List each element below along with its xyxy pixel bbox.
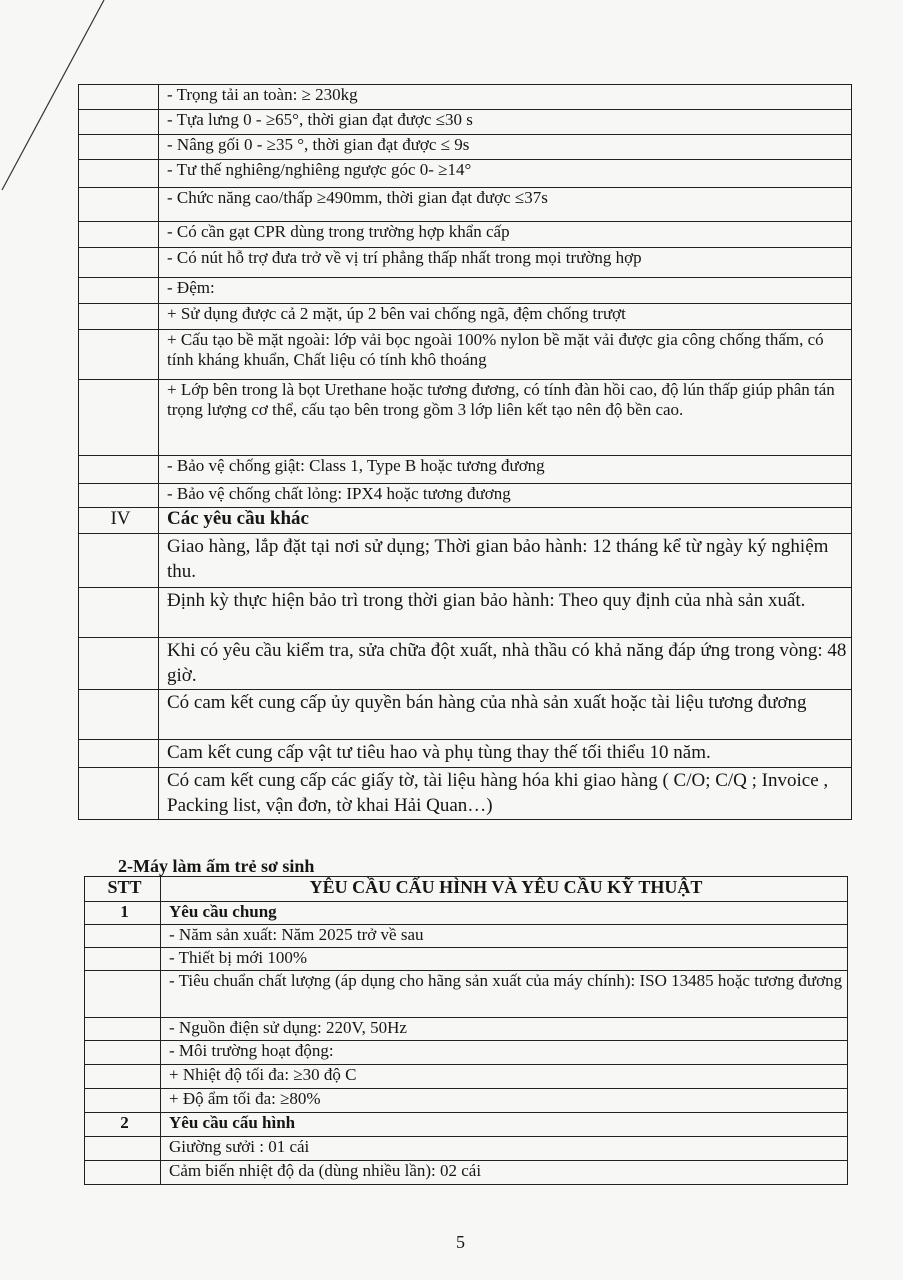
stt-cell (79, 456, 159, 484)
spec-cell: - Bảo vệ chống chất lỏng: IPX4 hoặc tương đương (159, 484, 852, 508)
stt-cell (79, 690, 159, 740)
spec-table-infant-warmer (84, 876, 848, 1185)
table-header-row (85, 877, 848, 902)
spec-cell: + Lớp bên trong là bọt Urethane hoặc tương đương, có tính đàn hồi cao, độ lún thấp giúp phân tán trọng lượng cơ thể, cấu tạo bên trong gồm 3 lớp liên kết tạo nên độ bền cao. (159, 380, 852, 456)
stt-cell (79, 222, 159, 248)
stt-cell (85, 1041, 161, 1065)
table-row (85, 1018, 848, 1041)
spec-cell: + Sử dụng được cả 2 mặt, úp 2 bên vai chống ngã, đệm chống trượt (159, 304, 852, 330)
table-row (85, 1065, 848, 1089)
stt-cell (79, 768, 159, 820)
stt-cell (79, 534, 159, 588)
spec-cell: - Bảo vệ chống giật: Class 1, Type B hoặc tương đương (159, 456, 852, 484)
table-row (79, 304, 852, 330)
stt-cell (85, 1065, 161, 1089)
spec-cell: - Nguồn điện sử dụng: 220V, 50Hz (161, 1018, 848, 1041)
group-1-number: 1 (85, 902, 161, 925)
table-row (85, 925, 848, 948)
section-iv-title: Các yêu cầu khác (159, 508, 852, 534)
table-row (85, 1137, 848, 1161)
stt-cell (79, 85, 159, 110)
table-row (79, 690, 852, 740)
spec-cell: Định kỳ thực hiện bảo trì trong thời gian bảo hành: Theo quy định của nhà sản xuất. (159, 588, 852, 638)
table-row (79, 110, 852, 135)
spec-cell: Có cam kết cung cấp ủy quyền bán hàng của nhà sản xuất hoặc tài liệu tương đương (159, 690, 852, 740)
table-row (79, 85, 852, 110)
spec-cell: Có cam kết cung cấp các giấy tờ, tài liệu hàng hóa khi giao hàng ( C/O; C/Q ; Invoice , Packing list, vận đơn, tờ khai Hải Quan…) (159, 768, 852, 820)
table-row (79, 638, 852, 690)
table-row (79, 160, 852, 188)
stt-cell (79, 380, 159, 456)
table-row (79, 248, 852, 278)
group-2-title: Yêu cầu cấu hình (161, 1113, 848, 1137)
group-header-row (85, 1113, 848, 1137)
spec-cell: - Năm sản xuất: Năm 2025 trở về sau (161, 925, 848, 948)
stt-cell (85, 1137, 161, 1161)
table-row (79, 768, 852, 820)
table-row (79, 135, 852, 160)
stt-cell (79, 304, 159, 330)
table-row (79, 188, 852, 222)
stt-cell (79, 588, 159, 638)
section-iv-header-row (79, 508, 852, 534)
spec-cell: + Cấu tạo bề mặt ngoài: lớp vải bọc ngoài 100% nylon bề mặt vải được gia công chống thấm, có tính kháng khuẩn, Chất liệu có tính khô thoáng (159, 330, 852, 380)
spec-cell: - Nâng gối 0 - ≥35 °, thời gian đạt được ≤ 9s (159, 135, 852, 160)
spec-cell: - Chức năng cao/thấp ≥490mm, thời gian đạt được ≤37s (159, 188, 852, 222)
table-row (79, 380, 852, 456)
stt-cell (79, 248, 159, 278)
table-row (85, 1041, 848, 1065)
spec-cell: Cam kết cung cấp vật tư tiêu hao và phụ tùng thay thế tối thiểu 10 năm. (159, 740, 852, 768)
page-number: 5 (456, 1232, 465, 1252)
spec-cell: - Trọng tải an toàn: ≥ 230kg (159, 85, 852, 110)
table-row (79, 330, 852, 380)
table-row (79, 222, 852, 248)
table-row (79, 588, 852, 638)
section-iv-number: IV (79, 508, 159, 534)
spec-table-continued (78, 84, 852, 820)
table-row (79, 534, 852, 588)
spec-cell: - Tiêu chuẩn chất lượng (áp dụng cho hãng sản xuất của máy chính): ISO 13485 hoặc tương đương (161, 971, 848, 1018)
spec-cell: - Thiết bị mới 100% (161, 948, 848, 971)
stt-header: STT (85, 877, 161, 902)
stt-cell (85, 925, 161, 948)
group-2-number: 2 (85, 1113, 161, 1137)
spec-cell: - Có nút hỗ trợ đưa trở về vị trí phẳng thấp nhất trong mọi trường hợp (159, 248, 852, 278)
spec-cell: - Tư thế nghiêng/nghiêng ngược góc 0- ≥14° (159, 160, 852, 188)
stt-cell (79, 160, 159, 188)
spec-cell: - Đệm: (159, 278, 852, 304)
table-row (79, 484, 852, 508)
spec-cell: + Nhiệt độ tối đa: ≥30 độ C (161, 1065, 848, 1089)
group-1-title: Yêu cầu chung (161, 902, 848, 925)
stt-cell (79, 188, 159, 222)
stt-cell (79, 638, 159, 690)
table-row (79, 278, 852, 304)
stt-cell (79, 278, 159, 304)
stt-cell (79, 740, 159, 768)
stt-cell (79, 330, 159, 380)
table-row (85, 948, 848, 971)
stt-cell (79, 135, 159, 160)
stt-cell (79, 484, 159, 508)
stt-cell (85, 948, 161, 971)
spec-cell: Khi có yêu cầu kiểm tra, sửa chữa đột xuất, nhà thầu có khả năng đáp ứng trong vòng: 48 giờ. (159, 638, 852, 690)
spec-cell: + Độ ẩm tối đa: ≥80% (161, 1089, 848, 1113)
table-row (85, 1161, 848, 1185)
stt-cell (85, 1161, 161, 1185)
table-row (85, 971, 848, 1018)
requirements-header: YÊU CẦU CẤU HÌNH VÀ YÊU CẦU KỸ THUẬT (161, 877, 848, 902)
stt-cell (85, 971, 161, 1018)
table-row (79, 456, 852, 484)
spec-cell: - Có cần gạt CPR dùng trong trường hợp khẩn cấp (159, 222, 852, 248)
spec-cell: Giường sưởi : 01 cái (161, 1137, 848, 1161)
stt-cell (79, 110, 159, 135)
spec-cell: Giao hàng, lắp đặt tại nơi sử dụng; Thời gian bảo hành: 12 tháng kể từ ngày ký nghiệm thu. (159, 534, 852, 588)
group-header-row (85, 902, 848, 925)
stt-cell (85, 1089, 161, 1113)
spec-cell: - Môi trường hoạt động: (161, 1041, 848, 1065)
section-2-title: 2-Máy làm ấm trẻ sơ sinh (118, 856, 315, 876)
table-row (79, 740, 852, 768)
table-row (85, 1089, 848, 1113)
spec-cell: Cảm biến nhiệt độ da (dùng nhiều lần): 02 cái (161, 1161, 848, 1185)
spec-cell: - Tựa lưng 0 - ≥65°, thời gian đạt được ≤30 s (159, 110, 852, 135)
stt-cell (85, 1018, 161, 1041)
